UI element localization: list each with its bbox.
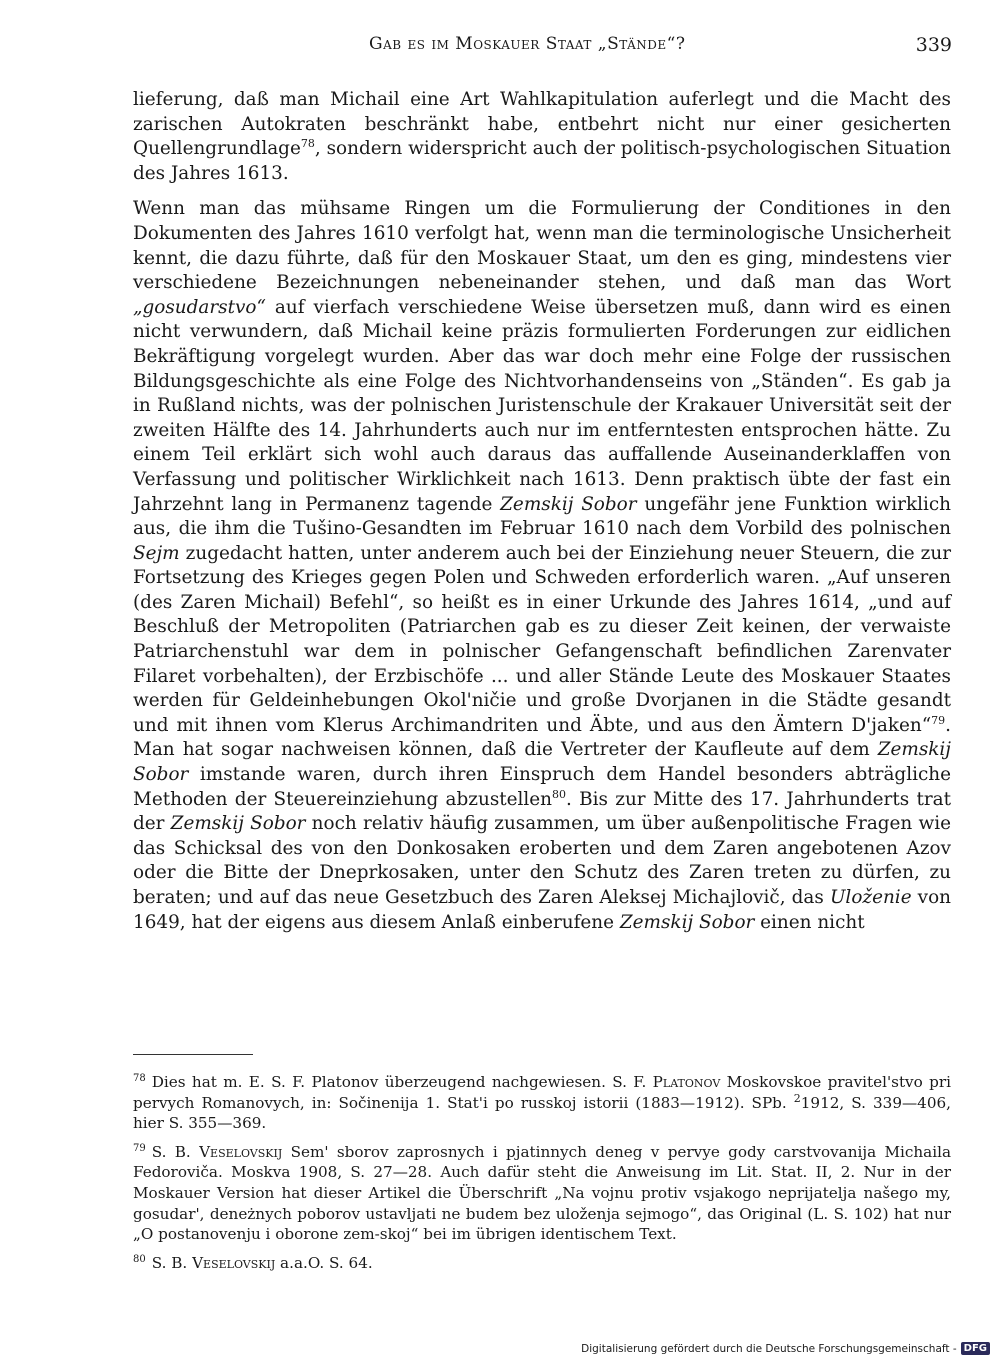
text-run: ungefähr jene Funktion wirklich aus, die ihm die Tušino-Gesandten im Februar 1610 nach dem Vorbild des polnischen	[133, 493, 951, 540]
footnote-ref-80: 80	[552, 787, 567, 801]
footnote-ref-79: 79	[931, 713, 946, 727]
footnote-mark: 78	[133, 1072, 146, 1084]
footnote-ref-78: 78	[300, 137, 315, 151]
text-run: Dies hat m. E. S. F. Platonov überzeugend nachgewiesen. S. F.	[151, 1073, 653, 1091]
footnote-79	[133, 1142, 951, 1245]
main-text	[133, 88, 951, 935]
italic-term: Sejm	[133, 542, 180, 564]
footnote-divider	[133, 1054, 253, 1055]
page-header	[133, 34, 952, 60]
author-name: Veselovskij	[199, 1142, 283, 1161]
italic-term: Zemskij Sobor	[619, 911, 755, 933]
text-run: 1912, S. 339—406, hier S. 355—369.	[133, 1093, 951, 1133]
italic-term: „gosudarstvo“	[133, 296, 266, 318]
text-run: lieferung, daß man Michail eine Art Wahlkapitulation auferlegt und die Macht des zarischen Autokraten beschränkt habe, entbehrt nicht nur einer gesicherten Quellengrundlage	[133, 89, 951, 160]
text-run: auf vierfach verschiedene Weise übersetzen muß, dann wird es einen nicht verwundern, daß Michail keine präzis formulierten Forderungen zur eidlichen Bekräftigung vorgelegt wurden. Aber das war doch mehr eine Folge der russischen Bildungsgeschichte als eine Folge des Nichtvorhandenseins von „Ständen“. Es gab ja in Rußland nichts, was der polnischen Juristenschule der Krakauer Universität seit der zweiten Hälfte des 14. Jahrhunderts auch nur im entferntesten entsprochen hätte. Zu einem Teil erklärt sich wohl auch daraus das auffallende Auseinanderklaffen von Verfassung und politischer Wirklichkeit nach 1613. Denn praktisch übte der fast ein Jahrzehnt lang in Permanenz tagende	[133, 296, 951, 515]
footnote-mark: 79	[133, 1142, 146, 1154]
italic-term: Zemskij Sobor	[170, 813, 306, 835]
author-name: Veselovskij	[192, 1253, 276, 1272]
edition-mark: 2	[793, 1091, 801, 1105]
digitization-footer	[581, 1342, 990, 1355]
text-run: S. B.	[151, 1142, 200, 1161]
footnote-78	[133, 1072, 951, 1134]
text-run: . Bis zur Mitte des 17. Jahrhunderts trat der	[133, 788, 951, 835]
text-run: Wenn man das mühsame Ringen um die Formulierung der Conditiones in den Dokumenten des Jahres 1610 verfolgt hat, wenn man die terminologische Unsicherheit kennt, die dazu führte, daß für den Moskauer Staat, um den es ging, mindestens vier verschiedene Bezeichnungen nebeneinander stehen, und daß man das Wort	[133, 198, 951, 294]
text-run: einen nicht	[754, 911, 865, 933]
dfg-logo: DFG	[961, 1342, 990, 1355]
text-run: imstande waren, durch ihren Einspruch dem Handel besonders abträgliche Methoden der Steuereinziehung abzustellen	[133, 764, 951, 810]
text-run: S. B.	[151, 1253, 193, 1272]
page-number: 339	[915, 34, 952, 56]
author-name: Platonov	[652, 1073, 721, 1091]
footnote-mark: 80	[133, 1253, 146, 1265]
text-run: Sem' sborov zaprosnych i pjatinnych deneg v pervye gody carstvovanija Michaila Fedoroviča. Moskva 1908, S. 27—28. Auch dafür steht die Anweisung im Lit. Stat. II, 2. Nur in der Moskauer Version hat dieser Artikel die Überschrift „Na vojnu protiv vsjakogo neprijatelja našego my, gosudar', deneżnych poborov ustavljati ne budem bez uloženja sejmogo“, das Original (L. S. 102) hat nur „O postanovenju i oborone zem-skoj“ bei im übrigen identischem Text.	[133, 1142, 951, 1244]
paragraph-1	[133, 88, 951, 186]
italic-term: Uloženie	[829, 887, 912, 908]
text-run: . Man hat sogar nachweisen können, daß die Vertreter der Kaufleute auf dem	[133, 714, 951, 761]
text-run: a.a.O. S. 64.	[275, 1253, 373, 1272]
text-run: , sondern widerspricht auch der politisch-psychologischen Situation des Jahres 1613.	[133, 138, 951, 184]
text-run: zugedacht hatten, unter anderem auch bei der Einziehung neuer Steuern, die zur Fortsetzung des Krieges gegen Polen und Schweden erforderlich waren. „Auf unseren (des Zaren Michail) Befehl“, so heißt es in einer Urkunde des Jahres 1614, „und auf Beschluß der Metropoliten (Patriarchen gab es zu dieser Zeit keinen, der verwaiste Patriarchenstuhl war dem in polnischer Gefangenschaft befindlichen Zarenvater Filaret vorbehalten), der Erzbischöfe ... und aller Stände Leute des Moskauer Staates werden für Geldeinhebungen Okol'ničie und große Dvorjanen in die Städte gesandt und mit ihnen vom Klerus Archimandriten und Äbte, und aus den Ämtern D'jaken“	[133, 542, 951, 736]
paragraph-2	[133, 197, 951, 935]
text-run: noch relativ häufig zusammen, um über außenpolitische Fragen wie das Schicksal des von den Donkosaken eroberten und dem Zaren angebotenen Azov oder die Bitte der Dneprkosaken, unter den Schutz des Zaren treten zu dürfen, zu beraten; und auf das neue Gesetzbuch des Zaren Aleksej Michajlovič, das	[133, 813, 952, 908]
footnotes	[133, 1072, 951, 1273]
italic-term: Zemskij Sobor	[500, 493, 637, 515]
footnote-80	[133, 1253, 951, 1274]
text-run: Moskovskoe pravitel'stvo pri pervych Romanovych, in: Sočinenija 1. Stat'i po russkoj istorii (1883—1912). SPb.	[133, 1073, 951, 1112]
footer-text: Digitalisierung gefördert durch die Deutsche Forschungsgemeinschaft -	[581, 1342, 957, 1355]
italic-term: Zemskij Sobor	[133, 739, 951, 786]
text-run: von 1649, hat der eigens aus diesem Anlaß einberufene	[133, 887, 951, 933]
running-head: Gab es im Moskauer Staat „Stände“?	[369, 34, 686, 54]
